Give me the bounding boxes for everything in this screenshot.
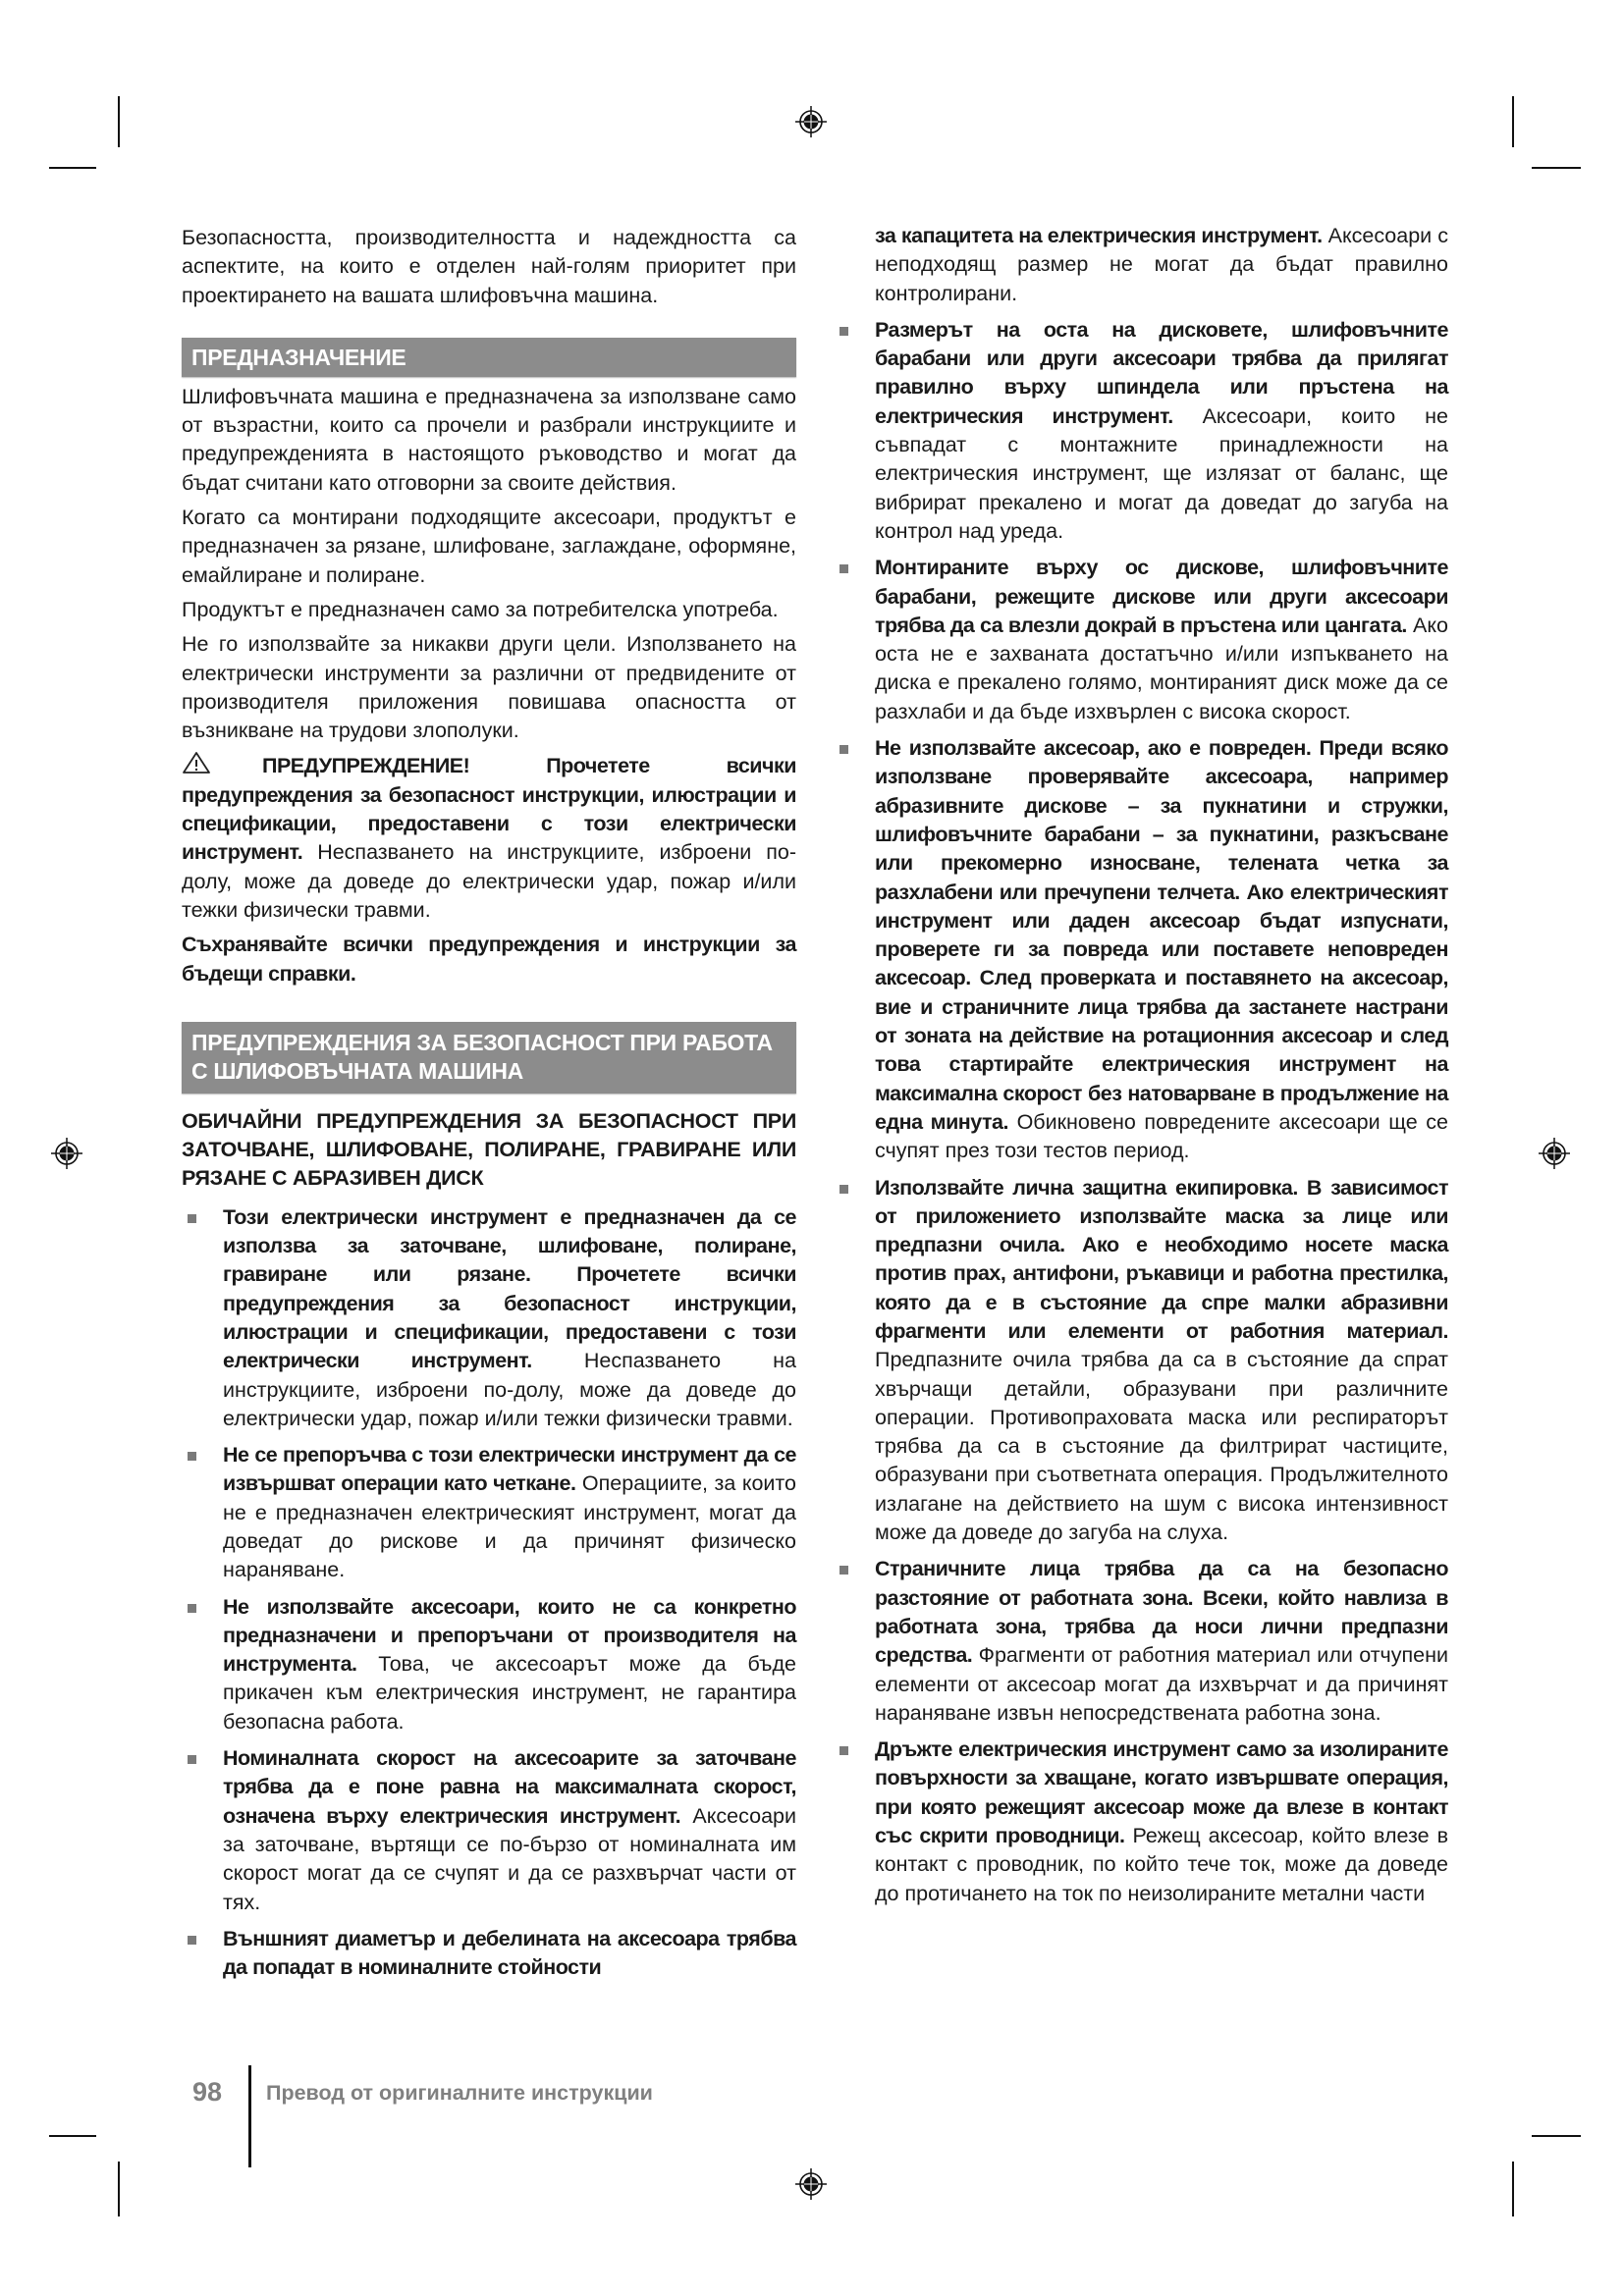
list-item (834, 1555, 1448, 1728)
registration-mark-icon (794, 2167, 828, 2201)
list-item (834, 1735, 1448, 1908)
item-text: Аксесоари с неподходящ размер не могат да бъдат правилно контролирани. (875, 224, 1448, 305)
intro-paragraph: Безопасността, производителността и надеждността са аспектите, на които е отделен най-голям приоритет при проектирането на вашата шлифовъчна машина. (182, 226, 796, 307)
bullet-square-icon (839, 564, 848, 573)
section-heading-intended-use: ПРЕДНАЗНАЧЕНИЕ (182, 338, 796, 377)
crop-mark (1532, 167, 1581, 169)
bullet-square-icon (839, 1746, 848, 1755)
item-bold: Размерът на оста на дисковете, шлифовъчните барабани или други аксесоари трябва да прилягат правилно върху шпиндела или пръстена на електрическия инструмент. (875, 317, 1448, 428)
item-text: Режещ аксесоар, който влезе в контакт с проводник, по който тече ток, може да доведе до протичането на ток по неизолираните метални части (875, 1824, 1449, 1905)
item-text: Фрагменти от работния материал или отчупени елементи от аксесоар могат да изхвърчат и да причинят нараняване извън непосредствената работна зона. (875, 1643, 1448, 1725)
paragraph: Не го използвайте за никакви други цели. Използването на електрически инструменти за различни от предвидените от производителя приложения повишава опасността от възникване на трудови злополуки. (182, 632, 796, 743)
paragraph: Когато са монтирани подходящите аксесоари, продуктът е предназначен за рязане, шлифоване, заглаждане, оформяне, емайлиране и полиране. (182, 506, 796, 587)
item-text: Ако оста не е захваната достатъчно и/или изпъкването на диска е прекалено голямо, монтираният диск може да се разхлаби и да бъде изхвърлен с висока скорост. (875, 613, 1449, 723)
item-text: Това, че аксесоарът може да бъде прикачен към електрическия инструмент, не гарантира безопасна работа. (223, 1652, 796, 1734)
crop-mark (118, 2162, 120, 2216)
subheading-common-warnings: ОБИЧАЙНИ ПРЕДУПРЕЖДЕНИЯ ЗА БЕЗОПАСНОСТ ПРИ ЗАТОЧВАНЕ, ШЛИФОВАНЕ, ПОЛИРАНЕ, ГРАВИРАНЕ ИЛИ РЯЗАНЕ С АБРАЗИВЕН ДИСК (182, 1108, 796, 1191)
list-item (834, 316, 1448, 546)
right-column (834, 222, 1448, 1916)
registration-mark-icon (1538, 1137, 1571, 1170)
item-bold: Този електрически инструмент е предназначен да се използва за заточване, шлифоване, полиране, гравиране или рязане. Прочетете всички предупреждения за безопасност инструкции, илюстрации и спецификации, предоставени с този електрически инструмент. (223, 1204, 796, 1373)
crop-mark (1512, 96, 1514, 147)
keep-instructions-note (182, 931, 796, 988)
page-number: 98 (192, 2077, 223, 2107)
list-item (182, 1593, 796, 1736)
list-item (182, 1441, 796, 1584)
item-bold: Не използвайте аксесоар, ако е повреден. Преди всяко използване проверявайте аксесоара, например абразивните дискове – за пукнатини и стружки, шлифовъчните барабани – за пукнатини, разкъсване или прекомерно износване, телената четка за разхлабени или пречупени телчета. Ако електрическият инструмент или даден аксесоар бъдат изпуснати, проверете ги за повреда или поставете неповреден аксесоар. След проверката и поставянето на аксесоар, вие и страничните лица трябва да застанете настрани от зоната на действие на ротационния аксесоар и след това стартирайте електрическия инструмент на максимална скорост без натоварване в продължение на една минута. (875, 736, 1448, 1134)
list-item (182, 1203, 796, 1433)
item-bold: Страничните лица трябва да са на безопасно разстояние от работната зона. Всеки, който навлиза в работната зона, трябва да носи лични предпазни средства. (875, 1557, 1448, 1668)
left-column (182, 224, 796, 1990)
item-bold: за капацитета на електрическия инструмент. (875, 224, 1323, 247)
item-bold: Дръжте електрическия инструмент само за изолираните повърхности за хващане, когато извършвате операция, при която режещият аксесоар може да влезе в контакт със скрити проводници. (875, 1737, 1448, 1848)
warning-paragraph (182, 751, 796, 925)
item-text: Неспазването на инструкциите, изброени по-долу, може да доведе до електрически удар, пожар и/или тежки физически травми. (223, 1349, 796, 1430)
paragraph: Продуктът е предназначен само за потребителска употреба. (182, 597, 779, 621)
item-text: Обикновено повредените аксесоари ще се счупят през този тестов период. (875, 1109, 1448, 1163)
item-text: Операциите, за които не е предназначен електрическият инструмент, могат да доведат до рискове и да причинят физическо нараняване. (223, 1471, 796, 1582)
paragraph: Шлифовъчната машина е предназначена за използване само от възрастни, които са прочели и разбрали инструкциите и предупрежденията в настоящото ръководство и могат да бъдат считани като отговорни за своите действия. (182, 384, 796, 495)
bullet-square-icon (188, 1214, 196, 1223)
list-item-continuation (834, 222, 1448, 308)
warning-triangle-icon (182, 751, 211, 774)
footer-divider (248, 2065, 251, 2167)
section-heading-safety-warnings: ПРЕДУПРЕЖДЕНИЯ ЗА БЕЗОПАСНОСТ ПРИ РАБОТА С ШЛИФОВЪЧНАТА МАШИНА (182, 1022, 796, 1094)
bullet-square-icon (188, 1452, 196, 1461)
item-bold: Монтираните върху ос дискове, шлифовъчните барабани, режещите дискове или други аксесоари трябва да са влезли докрай в пръстена или цангата. (875, 556, 1448, 637)
list-item (182, 1744, 796, 1917)
bullet-square-icon (188, 1755, 196, 1764)
list-item (834, 734, 1448, 1165)
bullet-square-icon (839, 745, 848, 754)
bullet-square-icon (188, 1604, 196, 1613)
list-item (834, 1174, 1448, 1548)
crop-mark (49, 167, 96, 169)
list-item (834, 554, 1448, 726)
warning-text: Неспазването на инструкциите, изброени по-долу, може да доведе до електрически удар, пожар и/или тежки физически травми. (182, 840, 796, 922)
crop-mark (1512, 2162, 1514, 2216)
item-bold: Използвайте лична защитна екипировка. В зависимост от приложението използвайте маска за лице или предпазни очила. Ако е необходимо носете маска против прах, антифони, ръкавици и работна престилка, която да е в състояние да спре малки абразивни фрагменти или елементи от работния материал. (875, 1175, 1448, 1343)
footer-text: Превод от оригиналните инструкции (266, 2081, 653, 2105)
warning-bold: ПРЕДУПРЕЖДЕНИЕ! Прочетете всички предупреждения за безопасност инструкции, илюстрации и спецификации, предоставени с този електрически инструмент. (182, 754, 796, 865)
registration-mark-icon (50, 1137, 83, 1170)
item-text: Предпазните очила трябва да са в състояние да спрат хвърчащи детайли, образувани при различните операции. Противопраховата маска или респираторът трябва да са в състояние да филтрират частиците, образувани при съответната операция. Продължителното излагане на действието на шум с висока интензивност може да доведе до загуба на слуха. (875, 1348, 1448, 1545)
bullet-square-icon (188, 1936, 196, 1945)
item-text: Аксесоари, които не съвпадат с монтажните принадлежности на електрическия инструмент, ще излязат от баланс, ще вибрират прекалено и могат да доведат до загуба на контрол над уреда. (875, 403, 1448, 543)
bullet-square-icon (839, 1566, 848, 1575)
list-item (182, 1925, 796, 1983)
item-bold: Номиналната скорост на аксесоарите за заточване трябва да е поне равна на максималната скорост, означена върху електрическия инструмент. (223, 1746, 796, 1828)
registration-mark-icon (794, 105, 828, 138)
item-text: Аксесоари за заточване, въртящи се по-бързо от номиналната им скорост могат да се счупят и да се разхвърчат части от тях. (223, 1803, 796, 1914)
crop-mark (49, 2135, 96, 2137)
item-bold: Външният диаметър и дебелината на аксесоара трябва да попадат в номиналните стойности (223, 1926, 796, 1980)
crop-mark (1532, 2135, 1581, 2137)
crop-mark (118, 96, 120, 147)
item-bold: Не се препоръчва с този електрически инструмент да се извършват операции като четкане. (223, 1443, 796, 1496)
keep-note-text: Съхранявайте всички предупреждения и инструкции за бъдещи справки. (182, 933, 796, 986)
bullet-square-icon (839, 1185, 848, 1194)
bullet-square-icon (839, 327, 848, 336)
item-bold: Не използвайте аксесоари, които не са конкретно предназначени и препоръчани от производителя на инструмента. (223, 1594, 796, 1677)
